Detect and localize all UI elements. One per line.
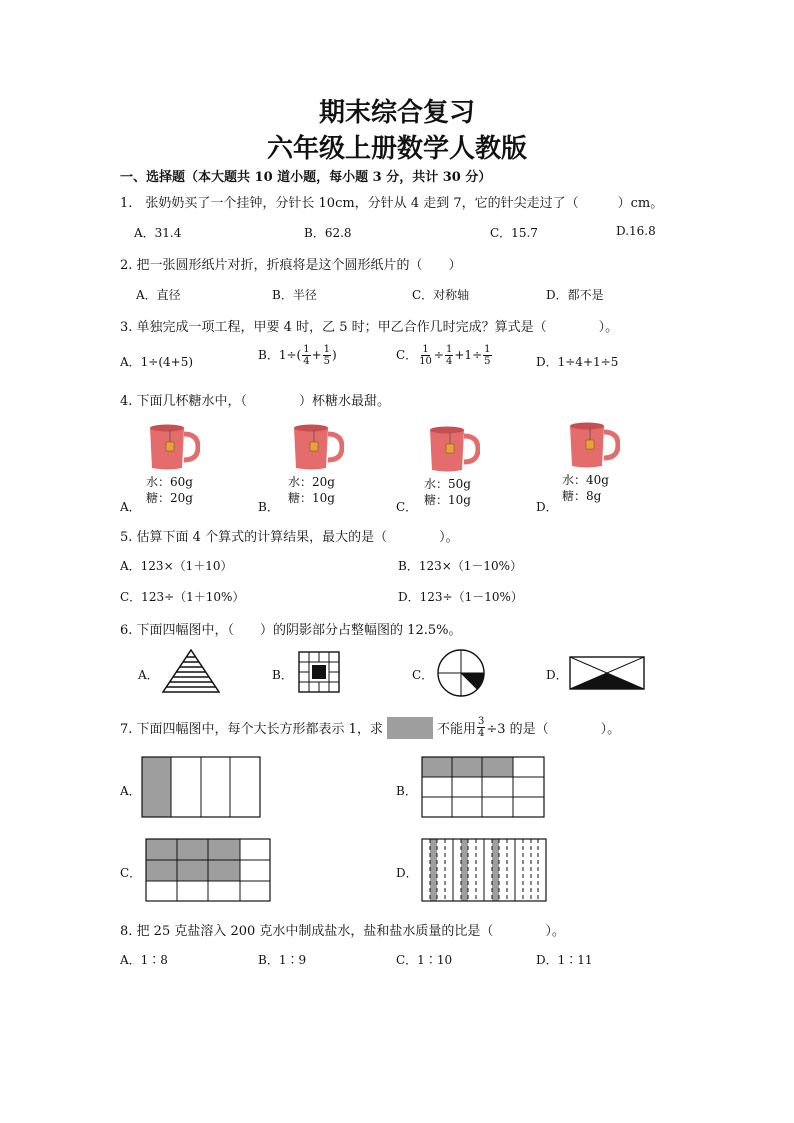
div-sign: ÷	[433, 348, 444, 362]
q6-option-c[interactable]: C．	[412, 668, 434, 682]
q8-option-d[interactable]: D．1∶11	[536, 953, 593, 967]
q2-option-c[interactable]: C．对称轴	[412, 288, 470, 302]
page-title: 期末综合复习	[318, 98, 475, 128]
question-4-stem: 4. 下面几杯糖水中，（ ）杯糖水最甜。	[120, 394, 391, 409]
shaded-part-swatch	[387, 717, 433, 739]
rect-figure-c	[145, 838, 271, 902]
one: 1	[464, 348, 473, 362]
q3-option-a[interactable]: A．1÷(4+5)	[120, 355, 194, 369]
mug-icon	[566, 420, 620, 470]
q7-stem-post: ÷3 的是（ ）。	[486, 722, 621, 737]
div-sign: ÷	[472, 348, 483, 362]
mug-icon	[426, 424, 480, 474]
plus-sign: +	[454, 348, 465, 362]
fraction: $\frac{1}{5}$	[484, 344, 491, 367]
q7-option-d[interactable]: D．	[396, 866, 418, 880]
q5-option-b[interactable]: B．123×（1－10%）	[398, 559, 523, 573]
mug-icon	[290, 422, 344, 472]
cup-a-label: 水：60g 糖：20g	[146, 475, 193, 505]
q5-option-d[interactable]: D．123÷（1－10%）	[398, 590, 523, 604]
q6-option-a[interactable]: A．	[138, 668, 159, 682]
grid-square-figure	[298, 651, 340, 693]
shaded-triangle-figure	[162, 649, 220, 693]
q4-option-c[interactable]: C．	[396, 500, 418, 514]
q8-option-c[interactable]: C．1∶10	[396, 953, 453, 967]
section-heading: 一、选择题（本大题共 10 道小题，每小题 3 分，共计 30 分）	[120, 170, 492, 185]
question-5-stem: 5. 估算下面 4 个算式的计算结果，最大的是（ ）。	[120, 530, 459, 545]
q2-option-a[interactable]: A．直径	[136, 288, 181, 302]
q1-option-c[interactable]: C．15.7	[490, 226, 538, 240]
q7-option-b[interactable]: B．	[396, 784, 417, 798]
q2-option-d[interactable]: D．都不是	[546, 288, 604, 302]
q4-option-b[interactable]: B．	[258, 500, 279, 514]
question-7-stem	[120, 716, 620, 739]
q5-option-a[interactable]: A．123×（1＋10）	[120, 559, 233, 573]
q3-option-c[interactable]	[396, 344, 493, 367]
q3-option-d[interactable]: D．1÷4+1÷5	[536, 355, 619, 369]
q7-stem-mid: 不能用	[436, 722, 476, 737]
question-3-stem: 3. 单独完成一项工程，甲要 4 时，乙 5 时；甲乙合作几时完成？算式是（ ）。	[120, 320, 619, 335]
mug-icon	[146, 422, 200, 472]
q2-option-b[interactable]: B．半径	[272, 288, 317, 302]
shaded-circle-figure	[436, 648, 486, 698]
q1-option-d[interactable]: D.16.8	[616, 224, 656, 238]
q3-b-suffix: )	[332, 348, 337, 362]
shaded-rectangle-figure	[569, 656, 645, 690]
q3-c-prefix: C．	[396, 348, 418, 362]
q7-option-a[interactable]: A．	[120, 784, 141, 798]
q6-option-d[interactable]: D．	[546, 668, 568, 682]
plus-sign: +	[311, 348, 322, 362]
fraction: $\frac{1}{10}$	[419, 344, 432, 367]
q4-option-d[interactable]: D．	[536, 500, 558, 514]
q5-option-c[interactable]: C．123÷（1＋10%）	[120, 590, 245, 604]
q7-stem-pre: 7. 下面四幅图中，每个大长方形都表示 1，求	[120, 722, 383, 737]
q1-option-b[interactable]: B．62.8	[304, 226, 352, 240]
question-2-stem: 2. 把一张圆形纸片对折，折痕将是这个圆形纸片的（ ）	[120, 258, 462, 273]
question-1-stem: 1. 张奶奶买了一个挂钟，分针长 10cm，分针从 4 走到 7，它的针尖走过了（ ）cm。	[120, 196, 664, 211]
q7-option-c[interactable]: C．	[120, 866, 142, 880]
rect-figure-a	[141, 756, 261, 818]
fraction: $\frac{1}{4}$	[445, 344, 453, 367]
fraction: $\frac{1}{5}$	[323, 344, 331, 367]
page-subtitle: 六年级上册数学人教版	[266, 134, 527, 164]
q8-option-a[interactable]: A．1∶8	[120, 953, 168, 967]
question-6-stem: 6. 下面四幅图中，（ ）的阴影部分占整幅图的 12.5%。	[120, 623, 462, 638]
q8-option-b[interactable]: B．1∶9	[258, 953, 307, 967]
rect-figure-d	[421, 838, 547, 902]
q3-option-b[interactable]	[258, 344, 337, 367]
q1-option-a[interactable]: A．31.4	[134, 226, 182, 240]
question-8-stem: 8. 把 25 克盐溶入 200 克水中制成盐水，盐和盐水质量的比是（ ）。	[120, 924, 565, 939]
fraction: $\frac{3}{4}$	[477, 716, 485, 739]
q4-option-a[interactable]: A．	[120, 500, 141, 514]
fraction: $\frac{1}{4}$	[303, 344, 310, 367]
cup-d-label: 水：40g 糖：8g	[562, 473, 609, 503]
cup-c-label: 水：50g 糖：10g	[424, 477, 471, 507]
rect-figure-b	[421, 756, 545, 818]
q3-b-prefix: B．1÷(	[258, 348, 302, 362]
cup-b-label: 水：20g 糖：10g	[288, 475, 335, 505]
q6-option-b[interactable]: B．	[272, 668, 293, 682]
